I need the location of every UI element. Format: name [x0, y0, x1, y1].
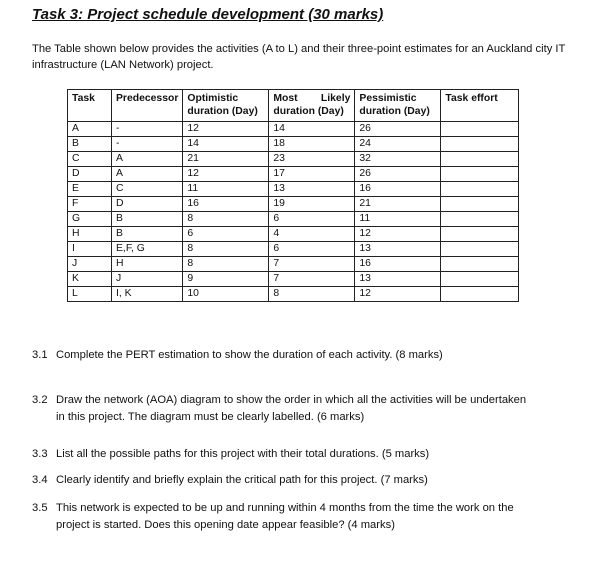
cell-task: I — [68, 242, 112, 257]
cell-task: H — [68, 227, 112, 242]
cell-pessimistic: 13 — [355, 242, 441, 257]
cell-predecessor: - — [112, 137, 183, 152]
cell-pessimistic: 16 — [355, 182, 441, 197]
header-predecessor: Predecessor — [112, 90, 183, 122]
table-row — [68, 122, 519, 137]
cell-predecessor: J — [112, 272, 183, 287]
cell-predecessor: E,F, G — [112, 242, 183, 257]
cell-predecessor: C — [112, 182, 183, 197]
cell-most-likely: 14 — [269, 122, 355, 137]
question-number: 3.5 — [32, 502, 48, 514]
question-number: 3.3 — [32, 448, 48, 460]
table-row — [68, 167, 519, 182]
cell-most-likely: 6 — [269, 242, 355, 257]
cell-optimistic: 21 — [183, 152, 269, 167]
question-item — [32, 500, 577, 534]
cell-pessimistic: 21 — [355, 197, 441, 212]
cell-optimistic: 8 — [183, 242, 269, 257]
table-row — [68, 227, 519, 242]
cell-task-effort — [441, 122, 519, 137]
cell-task-effort — [441, 167, 519, 182]
question-item — [32, 347, 577, 364]
cell-optimistic: 8 — [183, 257, 269, 272]
cell-task-effort — [441, 152, 519, 167]
cell-task: C — [68, 152, 112, 167]
table-row — [68, 242, 519, 257]
cell-task: G — [68, 212, 112, 227]
question-number: 3.2 — [32, 394, 48, 406]
cell-task-effort — [441, 227, 519, 242]
cell-predecessor: A — [112, 152, 183, 167]
cell-optimistic: 12 — [183, 122, 269, 137]
cell-pessimistic: 12 — [355, 227, 441, 242]
cell-pessimistic: 26 — [355, 167, 441, 182]
cell-task: F — [68, 197, 112, 212]
cell-most-likely: 18 — [269, 137, 355, 152]
table-row — [68, 272, 519, 287]
cell-optimistic: 11 — [183, 182, 269, 197]
question-text: This network is expected to be up and running within 4 months from the time the work on the — [56, 502, 514, 514]
cell-pessimistic: 26 — [355, 122, 441, 137]
header-task-effort: Task effort — [441, 90, 519, 122]
question-text: Draw the network (AOA) diagram to show the order in which all the activities will be undertaken — [56, 394, 527, 406]
cell-task-effort — [441, 242, 519, 257]
cell-optimistic: 10 — [183, 287, 269, 302]
header-optimistic: Optimistic duration (Day) — [183, 90, 269, 122]
cell-most-likely: 7 — [269, 257, 355, 272]
table-header-row — [68, 90, 519, 122]
cell-pessimistic: 12 — [355, 287, 441, 302]
question-text: List all the possible paths for this project with their total durations. (5 marks) — [56, 448, 430, 460]
table-row — [68, 182, 519, 197]
cell-optimistic: 9 — [183, 272, 269, 287]
cell-most-likely: 6 — [269, 212, 355, 227]
cell-most-likely: 23 — [269, 152, 355, 167]
header-task: Task — [68, 90, 112, 122]
cell-optimistic: 6 — [183, 227, 269, 242]
cell-task-effort — [441, 137, 519, 152]
cell-task: K — [68, 272, 112, 287]
cell-task: J — [68, 257, 112, 272]
cell-pessimistic: 24 — [355, 137, 441, 152]
cell-most-likely: 7 — [269, 272, 355, 287]
question-number: 3.1 — [32, 349, 48, 361]
cell-predecessor: I, K — [112, 287, 183, 302]
cell-task-effort — [441, 287, 519, 302]
cell-task-effort — [441, 182, 519, 197]
cell-predecessor: B — [112, 212, 183, 227]
cell-most-likely: 13 — [269, 182, 355, 197]
table-row — [68, 152, 519, 167]
cell-task: B — [68, 137, 112, 152]
cell-most-likely: 17 — [269, 167, 355, 182]
cell-task-effort — [441, 197, 519, 212]
cell-task-effort — [441, 257, 519, 272]
question-item — [32, 446, 577, 463]
estimates-table — [67, 89, 519, 302]
cell-most-likely: 4 — [269, 227, 355, 242]
cell-task-effort — [441, 272, 519, 287]
cell-pessimistic: 16 — [355, 257, 441, 272]
cell-pessimistic: 11 — [355, 212, 441, 227]
cell-optimistic: 8 — [183, 212, 269, 227]
cell-task: D — [68, 167, 112, 182]
table-row — [68, 212, 519, 227]
cell-optimistic: 12 — [183, 167, 269, 182]
question-text-continued: in this project. The diagram must be clearly labelled. (6 marks) — [56, 411, 365, 423]
header-most-likely: Most Likely duration (Day) — [269, 90, 355, 122]
cell-predecessor: D — [112, 197, 183, 212]
question-item — [32, 472, 577, 489]
page-title: Task 3: Project schedule development (30 marks) — [32, 6, 384, 23]
cell-optimistic: 16 — [183, 197, 269, 212]
table-row — [68, 287, 519, 302]
cell-most-likely: 8 — [269, 287, 355, 302]
cell-task-effort — [441, 212, 519, 227]
table-row — [68, 257, 519, 272]
cell-task: E — [68, 182, 112, 197]
table-row — [68, 137, 519, 152]
cell-most-likely: 19 — [269, 197, 355, 212]
cell-predecessor: H — [112, 257, 183, 272]
cell-task: A — [68, 122, 112, 137]
intro-paragraph: The Table shown below provides the activities (A to L) and their three-point estimates for an Auckland city IT infrastructure (LAN Network) project. — [32, 43, 566, 71]
cell-predecessor: B — [112, 227, 183, 242]
question-text: Clearly identify and briefly explain the critical path for this project. (7 marks) — [56, 474, 428, 486]
cell-predecessor: - — [112, 122, 183, 137]
cell-optimistic: 14 — [183, 137, 269, 152]
cell-predecessor: A — [112, 167, 183, 182]
question-number: 3.4 — [32, 474, 48, 486]
cell-pessimistic: 13 — [355, 272, 441, 287]
question-text-continued: project is started. Does this opening date appear feasible? (4 marks) — [56, 519, 395, 531]
table-row — [68, 197, 519, 212]
question-item — [32, 392, 577, 426]
question-text: Complete the PERT estimation to show the duration of each activity. (8 marks) — [56, 349, 443, 361]
header-pessimistic: Pessimistic duration (Day) — [355, 90, 441, 122]
cell-task: L — [68, 287, 112, 302]
cell-pessimistic: 32 — [355, 152, 441, 167]
